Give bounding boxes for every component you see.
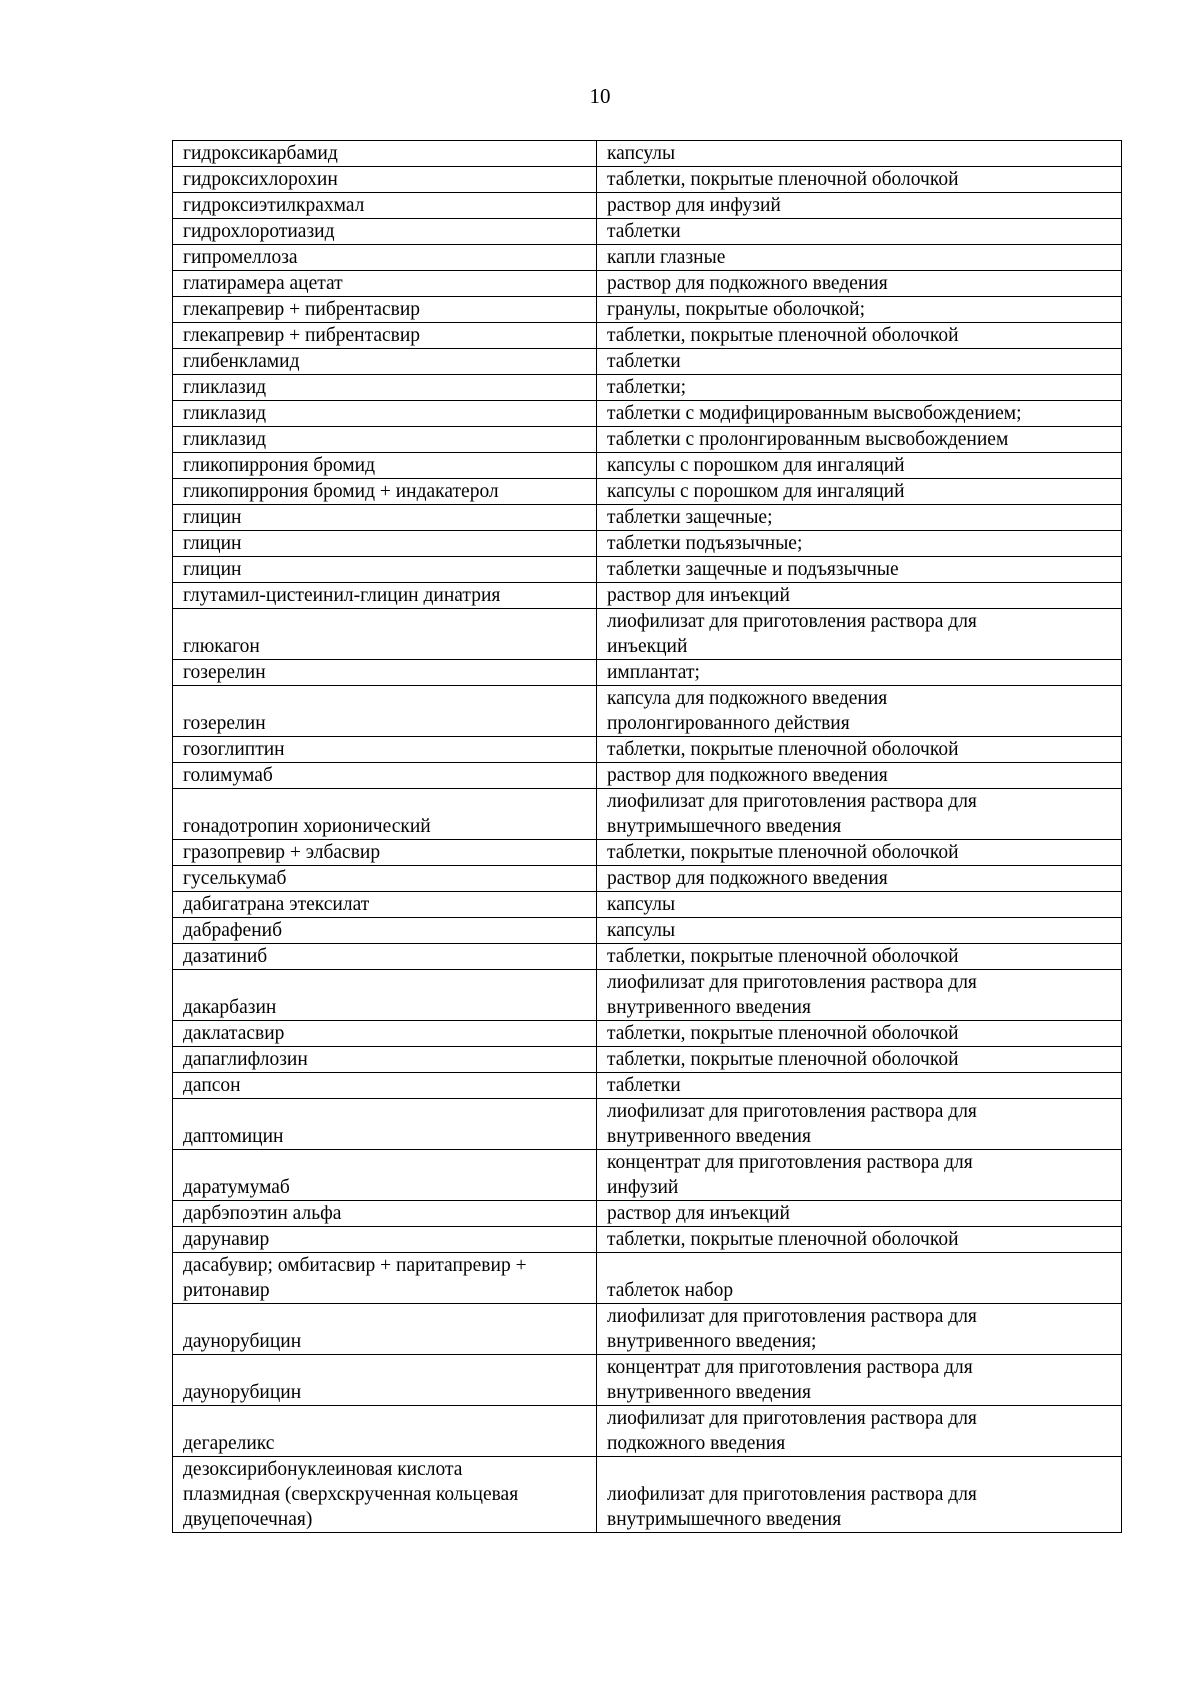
dosage-form-cell: раствор для подкожного введения [597,763,1122,789]
drug-name-cell: дапаглифлозин [173,1047,597,1073]
drug-name-cell: глибенкламид [173,349,597,375]
table-row [173,737,1122,763]
dosage-form-cell: лиофилизат для приготовления раствора для инъекций [597,609,1122,660]
dosage-form-cell: таблетки, покрытые пленочной оболочкой [597,1021,1122,1047]
dosage-form-cell: таблетки, покрытые пленочной оболочкой [597,1047,1122,1073]
table-row [173,271,1122,297]
drug-name-cell: глатирамера ацетат [173,271,597,297]
drug-name-cell: глицин [173,557,597,583]
table-row [173,944,1122,970]
drug-name-cell: гипромеллоза [173,245,597,271]
table-row [173,892,1122,918]
dosage-form-cell: таблетки подъязычные; [597,531,1122,557]
dosage-form-cell: таблетки с пролонгированным высвобождением [597,427,1122,453]
drug-name-cell: гликопиррония бромид + индакатерол [173,479,597,505]
dosage-form-cell: таблетки, покрытые пленочной оболочкой [597,167,1122,193]
drug-name-cell: даунорубицин [173,1355,597,1406]
drug-name-cell: даклатасвир [173,1021,597,1047]
dosage-form-cell: капли глазные [597,245,1122,271]
dosage-form-cell: капсулы [597,918,1122,944]
dosage-form-cell: раствор для инъекций [597,1201,1122,1227]
table-row [173,583,1122,609]
drug-forms-table [172,140,1122,1533]
dosage-form-cell: таблетки, покрытые пленочной оболочкой [597,840,1122,866]
drug-name-cell: глицин [173,505,597,531]
table-row [173,505,1122,531]
table-row [173,1355,1122,1406]
table-row [173,789,1122,840]
dosage-form-cell: раствор для инъекций [597,583,1122,609]
drug-name-cell: дабигатрана этексилат [173,892,597,918]
table-row [173,1457,1122,1533]
dosage-form-cell: таблетки, покрытые пленочной оболочкой [597,737,1122,763]
drug-name-cell: дабрафениб [173,918,597,944]
dosage-form-cell: капсулы [597,892,1122,918]
drug-name-cell: дасабувир; омбитасвир + паритапревир + ритонавир [173,1253,597,1304]
table-row [173,193,1122,219]
table-row [173,1150,1122,1201]
dosage-form-cell: таблетки защечные и подъязычные [597,557,1122,583]
drug-name-cell: дапсон [173,1073,597,1099]
table-row [173,1406,1122,1457]
table-row [173,245,1122,271]
dosage-form-cell: капсула для подкожного введения пролонгированного действия [597,686,1122,737]
dosage-form-cell: раствор для инфузий [597,193,1122,219]
table-row [173,660,1122,686]
drug-name-cell: гликлазид [173,401,597,427]
drug-name-cell: глутамил-цистеинил-глицин динатрия [173,583,597,609]
dosage-form-cell: таблеток набор [597,1253,1122,1304]
table-row [173,427,1122,453]
drug-name-cell: гразопревир + элбасвир [173,840,597,866]
table-row [173,1073,1122,1099]
table-row [173,1304,1122,1355]
dosage-form-cell: имплантат; [597,660,1122,686]
drug-name-cell: даунорубицин [173,1304,597,1355]
drug-name-cell: дакарбазин [173,970,597,1021]
drug-name-cell: голимумаб [173,763,597,789]
table-row [173,401,1122,427]
dosage-form-cell: капсулы с порошком для ингаляций [597,453,1122,479]
dosage-form-cell: лиофилизат для приготовления раствора для внутривенного введения [597,1099,1122,1150]
table-row [173,349,1122,375]
table-row [173,866,1122,892]
dosage-form-cell: таблетки с модифицированным высвобождением; [597,401,1122,427]
table-row [173,141,1122,167]
dosage-form-cell: раствор для подкожного введения [597,271,1122,297]
dosage-form-cell: гранулы, покрытые оболочкой; [597,297,1122,323]
table-row [173,479,1122,505]
dosage-form-cell: концентрат для приготовления раствора для внутривенного введения [597,1355,1122,1406]
drug-name-cell: глекапревир + пибрентасвир [173,323,597,349]
drug-name-cell: гуселькумаб [173,866,597,892]
dosage-form-cell: таблетки [597,219,1122,245]
dosage-form-cell: капсулы с порошком для ингаляций [597,479,1122,505]
drug-name-cell: гозоглиптин [173,737,597,763]
drug-name-cell: глекапревир + пибрентасвир [173,297,597,323]
drug-name-cell: глицин [173,531,597,557]
dosage-form-cell: таблетки [597,349,1122,375]
drug-name-cell: даратумумаб [173,1150,597,1201]
drug-name-cell: дарунавир [173,1227,597,1253]
drug-name-cell: гликлазид [173,375,597,401]
dosage-form-cell: раствор для подкожного введения [597,866,1122,892]
table-row [173,1099,1122,1150]
drug-name-cell: гликлазид [173,427,597,453]
dosage-form-cell: лиофилизат для приготовления раствора для подкожного введения [597,1406,1122,1457]
drug-name-cell: гликопиррония бромид [173,453,597,479]
page-number: 10 [589,84,611,108]
dosage-form-cell: лиофилизат для приготовления раствора для внутримышечного введения [597,789,1122,840]
table-row [173,840,1122,866]
dosage-form-cell: лиофилизат для приготовления раствора для внутривенного введения; [597,1304,1122,1355]
table-row [173,1047,1122,1073]
table-row [173,686,1122,737]
table-row [173,918,1122,944]
table-row [173,531,1122,557]
table-row [173,323,1122,349]
table-row [173,219,1122,245]
table-row [173,375,1122,401]
dosage-form-cell: лиофилизат для приготовления раствора для внутримышечного введения [597,1457,1122,1533]
drug-name-cell: даптомицин [173,1099,597,1150]
drug-name-cell: гозерелин [173,686,597,737]
table-row [173,1201,1122,1227]
dosage-form-cell: лиофилизат для приготовления раствора для внутривенного введения [597,970,1122,1021]
table-row [173,609,1122,660]
drug-name-cell: гидроксиэтилкрахмал [173,193,597,219]
dosage-form-cell: таблетки [597,1073,1122,1099]
drug-name-cell: глюкагон [173,609,597,660]
table-row [173,763,1122,789]
drug-name-cell: гидроксихлорохин [173,167,597,193]
table-row [173,970,1122,1021]
table-row [173,453,1122,479]
dosage-form-cell: капсулы [597,141,1122,167]
table-row [173,1021,1122,1047]
drug-name-cell: гозерелин [173,660,597,686]
drug-name-cell: гонадотропин хорионический [173,789,597,840]
drug-name-cell: дазатиниб [173,944,597,970]
table-row [173,1253,1122,1304]
table-row [173,297,1122,323]
table-body [173,141,1122,1533]
drug-name-cell: гидроксикарбамид [173,141,597,167]
dosage-form-cell: таблетки защечные; [597,505,1122,531]
dosage-form-cell: концентрат для приготовления раствора для инфузий [597,1150,1122,1201]
dosage-form-cell: таблетки, покрытые пленочной оболочкой [597,1227,1122,1253]
dosage-form-cell: таблетки; [597,375,1122,401]
drug-name-cell: гидрохлоротиазид [173,219,597,245]
drug-name-cell: дегареликс [173,1406,597,1457]
dosage-form-cell: таблетки, покрытые пленочной оболочкой [597,323,1122,349]
drug-name-cell: дезоксирибонуклеиновая кислота плазмидная (сверхскрученная кольцевая двуцепочечная) [173,1457,597,1533]
dosage-form-cell: таблетки, покрытые пленочной оболочкой [597,944,1122,970]
table-row [173,557,1122,583]
table-row [173,1227,1122,1253]
drug-name-cell: дарбэпоэтин альфа [173,1201,597,1227]
table-row [173,167,1122,193]
